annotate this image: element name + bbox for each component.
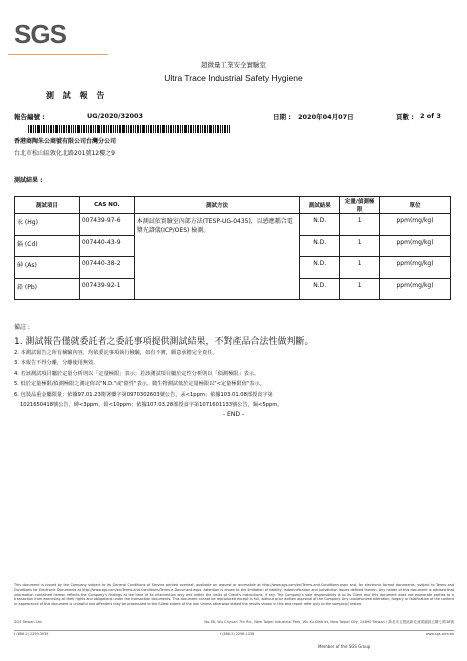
barcode-bar	[150, 125, 152, 133]
footer-company: SGS Taiwan Ltd.	[14, 620, 43, 624]
barcode-bar	[75, 125, 76, 133]
cell-limit: 1	[340, 235, 380, 257]
col-header-limit: 定量/偵測極限	[340, 197, 380, 214]
barcode-bar	[106, 125, 107, 133]
barcode-bar	[113, 125, 114, 133]
barcode-bar	[77, 125, 80, 133]
cell-unit: ppm(mg/kg)	[380, 278, 451, 300]
report-barcode	[28, 125, 286, 133]
cell-unit: ppm(mg/kg)	[380, 214, 451, 236]
barcode-bar	[153, 125, 154, 133]
barcode-bar	[41, 125, 42, 133]
notes-list	[14, 348, 454, 410]
cell-result: N.D.	[300, 278, 340, 300]
barcode-bar	[122, 125, 125, 133]
date-label: 日期 :	[273, 113, 291, 121]
notes-heading: 備註 :	[14, 324, 30, 331]
barcode-bar	[108, 125, 109, 133]
barcode-bar	[53, 125, 54, 133]
barcode-bar	[182, 125, 183, 133]
barcode-bar	[55, 125, 58, 133]
barcode-bar	[177, 125, 179, 133]
footer-address: No.38, Wu Chyuan 7th Rd., New Taipei Industrial Park, Wu Ku District, New Taipei City, 24890 Taiwan / 新北市五股區新北產業園區五權七路38號	[204, 620, 454, 624]
col-header-method: 測試方法	[134, 197, 300, 214]
table-header-row	[15, 197, 451, 214]
barcode-bar	[128, 125, 129, 133]
barcode-bar	[195, 125, 196, 133]
col-header-result: 測試結果	[300, 197, 340, 214]
barcode-bar	[202, 125, 203, 133]
barcode-bar	[209, 125, 212, 133]
cell-limit: 1	[340, 257, 380, 279]
member-of-group: Member of the SGS Group	[318, 644, 371, 649]
barcode-bar	[146, 125, 147, 133]
barcode-bar	[117, 125, 118, 133]
cell-result: N.D.	[300, 235, 340, 257]
barcode-bar	[168, 125, 169, 133]
barcode-bar	[43, 125, 45, 133]
legal-disclaimer: This document is issued by the Company subject to its General Conditions of Service printed overleaf, available on request or accessible at http://www.sgs.com/en/Terms-and-Conditions.aspx and, for electronic format documents, subject to Terms and Conditions for Electronic Documents at http://www.sgs.com/en/Terms-and-Conditions/Terms-e-Document.aspx. Attention is drawn to the limitation of liability, indemnification and jurisdiction issues defined therein. Any holder of this document is advised that information contained hereon reflects the Company's findings at the time of its intervention only and within the limits of Client's instructions, if any. The Company's sole responsibility is to its Client and this document does not exonerate parties to a transaction from exercising all their rights and obligations under the transaction documents. This document cannot be reproduced except in full, without prior written approval of the Company. Any unauthorized alteration, forgery or falsification of the content or appearance of this document is unlawful and offenders may be prosecuted to the fullest extent of the law. Unless otherwise stated the results shown in this test report refer only to the sample(s) tested.	[14, 583, 454, 607]
cell-item: 汞 (Hg)	[15, 214, 80, 236]
cell-unit: ppm(mg/kg)	[380, 235, 451, 257]
barcode-bar	[188, 125, 189, 133]
barcode-bar	[166, 125, 167, 133]
note-item: 3. 本報告不得分離，分離使用無效。	[14, 360, 99, 367]
barcode-bar	[184, 125, 187, 133]
barcode-bar	[71, 125, 72, 133]
barcode-bar	[135, 125, 136, 133]
client-address: 台北市松山區敦化北路201號12樓之9	[14, 150, 115, 157]
barcode-bar	[66, 125, 67, 133]
col-header-item: 測試項目	[15, 197, 80, 214]
barcode-bar	[227, 125, 228, 133]
barcode-bar	[213, 125, 214, 133]
cell-cas: 007439-97-6	[79, 214, 134, 236]
barcode-bar	[207, 125, 208, 133]
barcode-bar	[222, 125, 223, 133]
barcode-bar	[160, 125, 161, 133]
footer-tel: t (886-2) 2299-3939	[14, 632, 49, 636]
report-no-label: 報告編號 :	[14, 113, 45, 121]
cell-item: 砷 (As)	[15, 257, 80, 279]
barcode-bar	[35, 125, 36, 133]
cell-limit: 1	[340, 278, 380, 300]
barcode-bar	[155, 125, 156, 133]
barcode-bar	[46, 125, 47, 133]
barcode-bar	[137, 125, 139, 133]
barcode-bar	[59, 125, 60, 133]
cell-unit: ppm(mg/kg)	[380, 257, 451, 279]
barcode-bar	[130, 125, 132, 133]
barcode-bar	[73, 125, 74, 133]
barcode-bar	[175, 125, 176, 133]
barcode-bar	[37, 125, 40, 133]
barcode-bar	[97, 125, 100, 133]
barcode-bar	[140, 125, 141, 133]
barcode-bar	[220, 125, 221, 133]
footer-address-row	[14, 620, 454, 625]
barcode-bar	[50, 125, 52, 133]
col-header-cas: CAS NO.	[79, 197, 134, 214]
barcode-bar	[63, 125, 65, 133]
barcode-bar	[180, 125, 181, 133]
barcode-bar	[170, 125, 172, 133]
barcode-bar	[142, 125, 145, 133]
cell-cas: 007440-43-9	[79, 235, 134, 257]
barcode-bar	[90, 125, 92, 133]
results-heading: 測試結果 :	[14, 177, 43, 184]
barcode-bar	[61, 125, 62, 133]
barcode-bar	[88, 125, 89, 133]
barcode-bar	[200, 125, 201, 133]
barcode-bar	[190, 125, 192, 133]
lab-name-zh: 超微量工業安全實驗室	[201, 61, 266, 69]
barcode-bar	[103, 125, 105, 133]
client-company: 香港商陶朱公商號有限公司台灣分公司	[14, 138, 117, 145]
lab-name-en: Ultra Trace Industrial Safety Hygiene	[164, 73, 303, 83]
cell-method: 本測試依實驗室內部方法(TESP-UG-0435)，以感應耦合電漿光譜儀(ICP/OES) 檢測。	[134, 214, 300, 300]
barcode-bar	[30, 125, 32, 133]
barcode-bar	[215, 125, 216, 133]
barcode-bar	[148, 125, 149, 133]
results-table	[14, 196, 451, 300]
cell-cas: 007440-38-2	[79, 257, 134, 279]
page-label: 頁數 :	[396, 113, 414, 121]
cell-cas: 007439-92-1	[79, 278, 134, 300]
footer-contact-row	[14, 632, 454, 636]
barcode-bar	[173, 125, 174, 133]
barcode-bar	[101, 125, 102, 133]
barcode-bar	[95, 125, 96, 133]
report-title: 測 試 報 告	[46, 91, 108, 100]
barcode-bar	[115, 125, 116, 133]
barcode-bar	[162, 125, 165, 133]
barcode-bar	[119, 125, 121, 133]
cell-item: 鉛 (Pb)	[15, 278, 80, 300]
report-date: 2020年04月07日	[298, 113, 354, 121]
barcode-bar	[68, 125, 70, 133]
note-item: 2. 本測試報告之所有檢驗內容，均依委託事項執行檢驗，如有不實，願意承擔完全責任。	[14, 350, 218, 356]
cell-limit: 1	[340, 214, 380, 236]
note-item: 4. 若該測試項目屬於定量分析則以「定量極限」表示；若該測試項目屬於定性分析則以「偵測極限」表示。	[14, 370, 260, 377]
note-item: 1021650418號公告，砷<3ppm，鉛<10ppm；依據107.03.28部授食字第1071601133號公告，鎘<5ppm。	[20, 402, 283, 409]
barcode-bar	[48, 125, 49, 133]
barcode-bar	[217, 125, 219, 133]
footer-divider	[14, 630, 454, 631]
end-marker: - END -	[222, 411, 245, 418]
cell-result: N.D.	[300, 214, 340, 236]
table-row	[15, 214, 451, 236]
sgs-logo: SGS	[14, 19, 66, 49]
note-item: 5. 低於定量極限/偵測極限之測定值以"N.D."或"陰性"表示，微生物測試低於定量極限以"<定量極限值"表示。	[14, 381, 265, 388]
barcode-bar	[204, 125, 206, 133]
page-number: 2 of 3	[420, 112, 441, 120]
report-no: UG/2020/32003	[87, 112, 144, 120]
barcode-bar	[229, 125, 230, 133]
barcode-bar	[193, 125, 194, 133]
logo-underline	[8, 54, 108, 55]
barcode-bar	[81, 125, 82, 133]
barcode-bar	[93, 125, 94, 133]
cell-result: N.D.	[300, 257, 340, 279]
note-item: 6. 包裝品重金屬限量：依據97.01.23衛署藥字第0970302603號公告，汞<1ppm；依據103.01.08部授食字第	[14, 391, 273, 398]
note-main: 1. 測試報告僅就委託者之委託事項提供測試結果，不對產品合法性做判斷。	[14, 337, 314, 347]
barcode-bar	[33, 125, 34, 133]
barcode-bar	[86, 125, 87, 133]
barcode-bar	[224, 125, 226, 133]
col-header-unit: 單位	[380, 197, 451, 214]
barcode-bar	[197, 125, 199, 133]
footer-web[interactable]: www.sgs.com.tw	[425, 632, 454, 636]
barcode-bar	[83, 125, 85, 133]
barcode-bar	[157, 125, 159, 133]
footer-fax: f (886-2) 2298-1338	[219, 632, 255, 636]
barcode-bar	[110, 125, 112, 133]
barcode-bar	[133, 125, 134, 133]
barcode-bar	[126, 125, 127, 133]
cell-item: 鎘 (Cd)	[15, 235, 80, 257]
barcode-bar	[28, 125, 29, 133]
